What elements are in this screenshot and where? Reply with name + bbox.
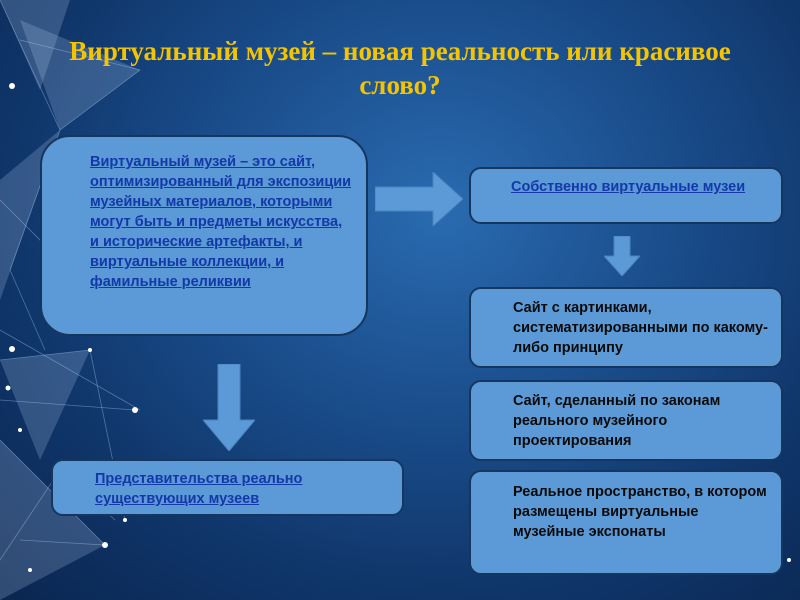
variant-box-2[interactable] xyxy=(469,380,783,461)
variant-box-3[interactable] xyxy=(469,470,783,575)
down-arrow-icon xyxy=(203,364,255,451)
right-arrow-icon xyxy=(375,172,463,226)
definition-box[interactable] xyxy=(40,135,368,336)
variant-text-3: Реальное пространство, в котором размещены виртуальные музейные экспонаты xyxy=(513,484,767,540)
representations-text: Представительства реально существующих музеев xyxy=(95,471,303,507)
representations-box[interactable] xyxy=(51,459,404,516)
down-arrow-icon xyxy=(604,236,640,276)
variant-text-2: Сайт, сделанный по законам реального музейного проектирования xyxy=(513,393,721,449)
definition-text: Виртуальный музей – это сайт, оптимизированный для экспозиции музейных материалов, которыми могут быть и предметы искусства, и исторические артефакты, и виртуальные коллекции, и фамильные реликвии xyxy=(90,154,352,290)
virtual-museums-box[interactable] xyxy=(469,167,783,224)
variant-box-1[interactable] xyxy=(469,287,783,368)
variant-text-1: Сайт с картинками, систематизированными по какому-либо принципу xyxy=(513,300,768,356)
virtual-museums-text: Собственно виртуальные музеи xyxy=(511,179,746,195)
page-title: Виртуальный музей – новая реальность или красивое слово? xyxy=(69,36,731,100)
